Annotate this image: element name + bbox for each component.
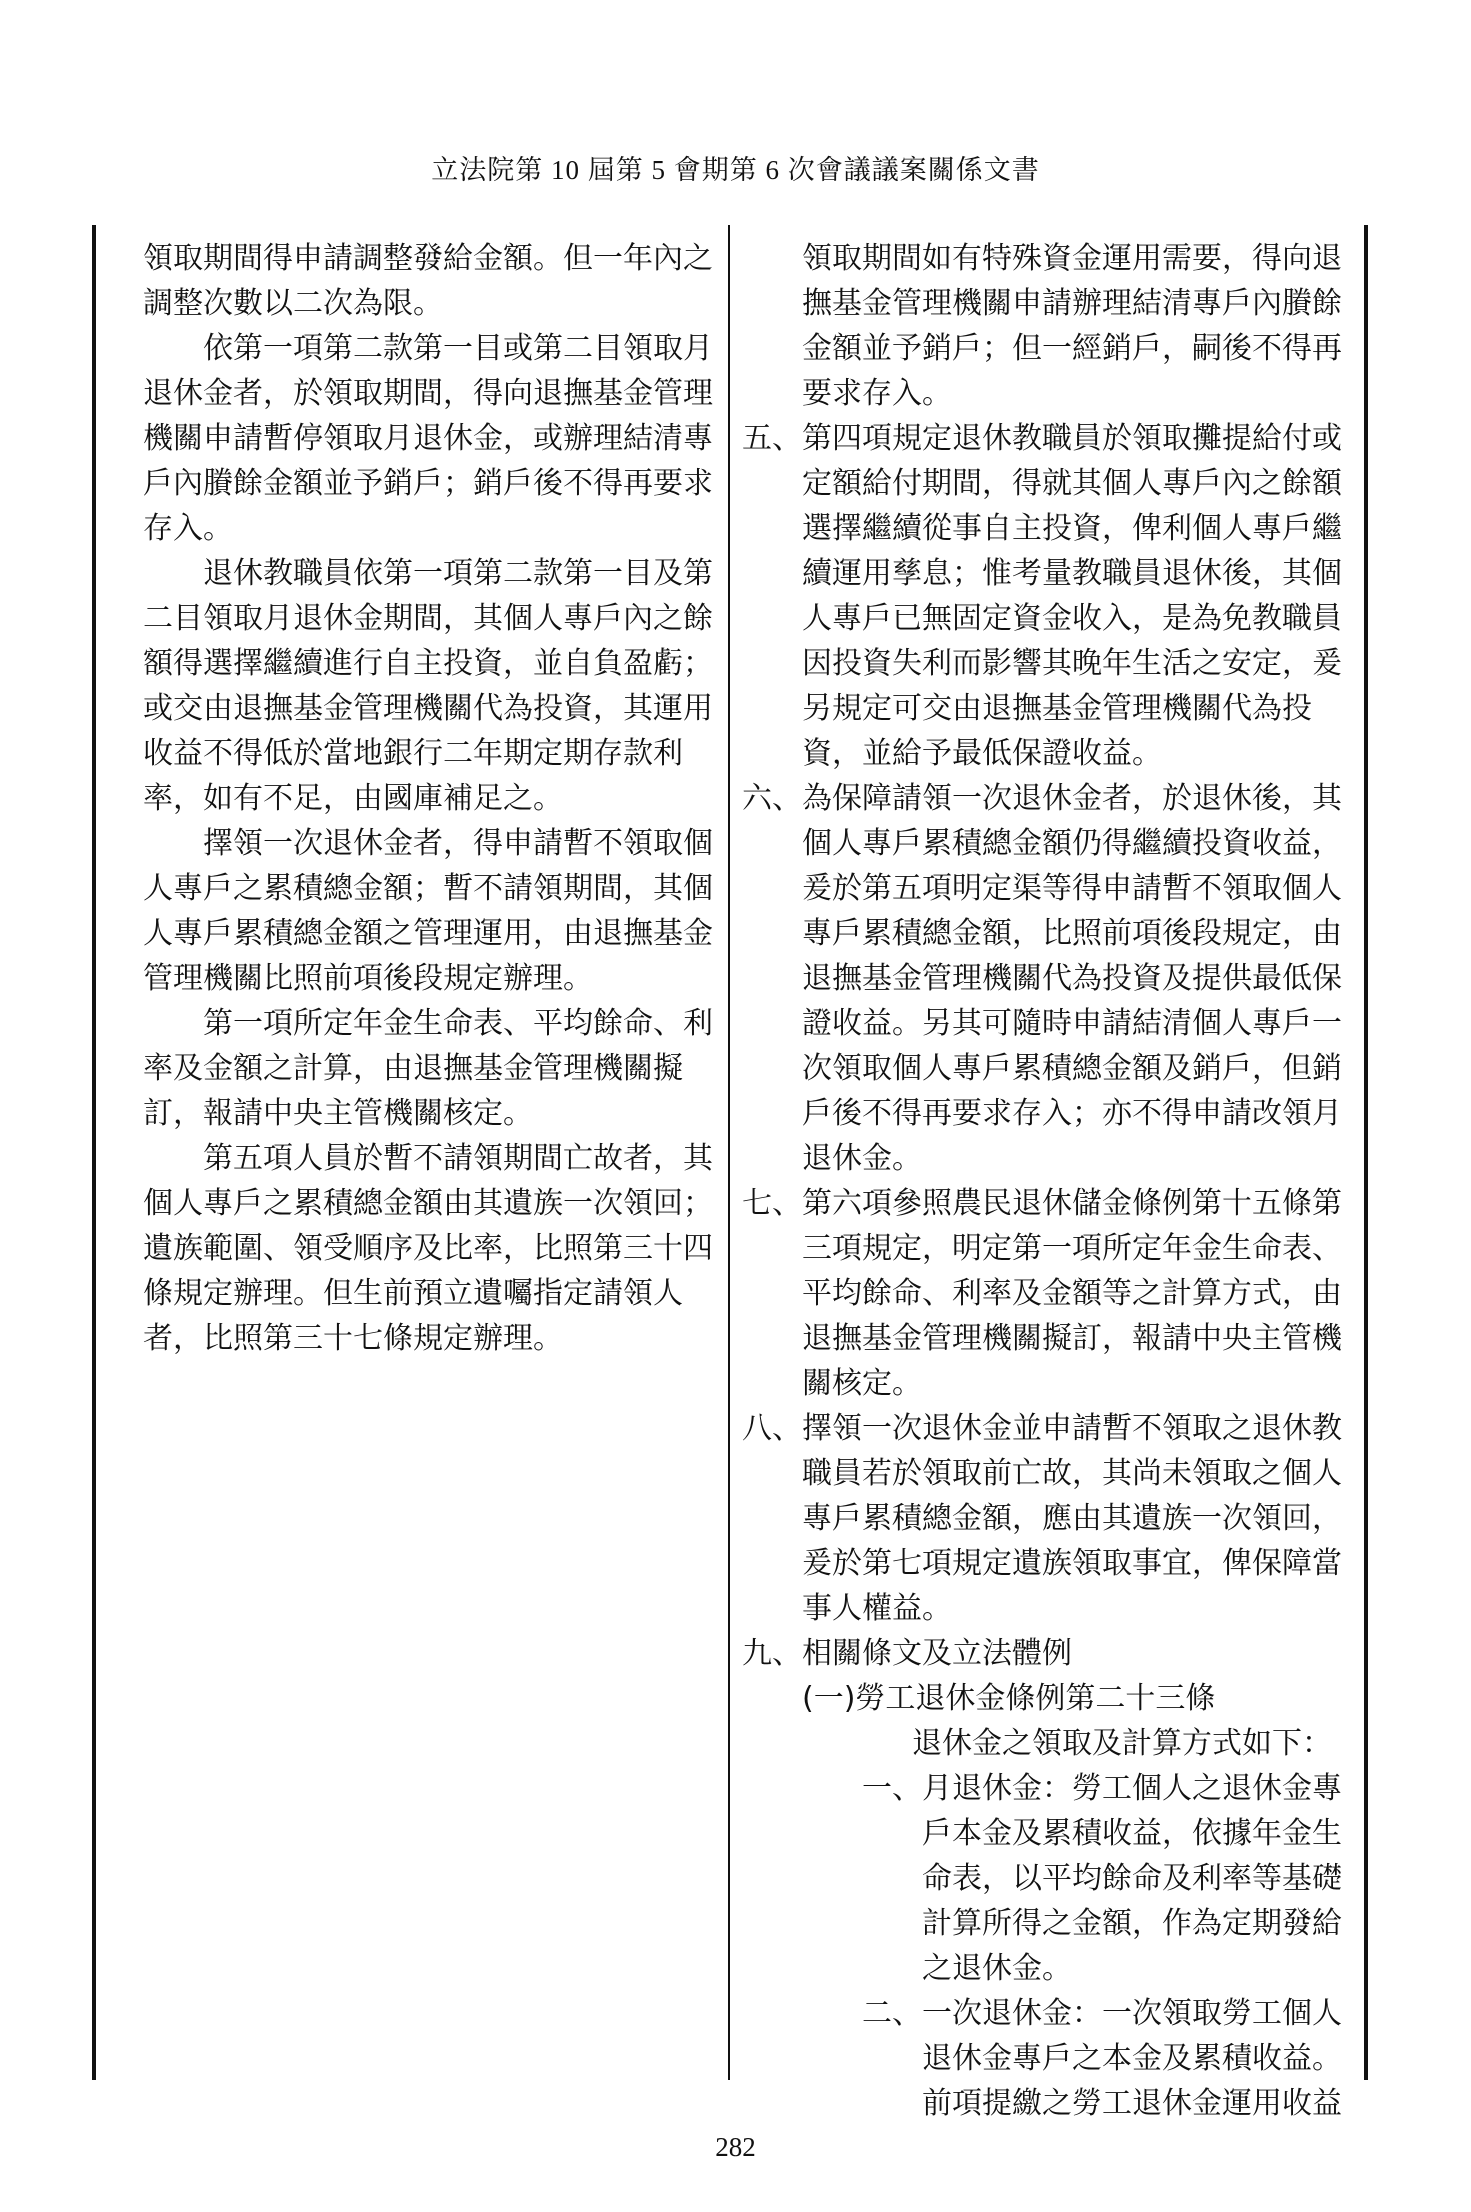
paragraph: 擇領一次退休金者，得申請暫不領取個人專戶之累積總金額；暫不請領期間，其個人專戶累積總金額之管理運用，由退撫基金管理機關比照前項後段規定辦理。 xyxy=(143,826,713,996)
column-divider xyxy=(728,225,730,2080)
sub-list-item xyxy=(742,1766,1354,1991)
tail-text: 前項提繳之勞工退休金運用收益 xyxy=(922,2086,1342,2121)
item-text: 第六項參照農民退休儲金條例第十五條第三項規定，明定第一項所定年金生命表、平均餘命、利率及金額等之計算方式，由退撫基金管理機關擬訂，報請中央主管機關核定。 xyxy=(802,1186,1342,1401)
continuation-text: 領取期間如有特殊資金運用需要，得向退撫基金管理機關申請辦理結清專戶內賸餘金額並予銷戶；但一經銷戶，嗣後不得再要求存入。 xyxy=(802,241,1342,411)
left-border-rule xyxy=(92,225,96,2080)
list-item xyxy=(742,416,1354,776)
paragraph: 第一項所定年金生命表、平均餘命、利率及金額之計算，由退撫基金管理機關擬訂，報請中央主管機關核定。 xyxy=(143,1006,713,1131)
item-number: 五、 xyxy=(742,421,802,456)
paragraph: 領取期間得申請調整發給金額。但一年內之調整次數以二次為限。 xyxy=(143,241,713,321)
left-column xyxy=(143,236,718,1361)
item-text: 為保障請領一次退休金者，於退休後，其個人專戶累積總金額仍得繼續投資收益，爰於第五項明定渠等得申請暫不領取個人專戶累積總金額，比照前項後段規定，由退撫基金管理機關代為投資及提供最低保證收益。另其可隨時申請結清個人專戶一次領取個人專戶累積總金額及銷戶，但銷戶後不得再要求存入；亦不得申請改領月退休金。 xyxy=(802,781,1342,1176)
sub-list-item xyxy=(742,1991,1354,2081)
sub-item-number: 二、 xyxy=(862,1996,922,2031)
right-border-rule xyxy=(1364,225,1368,2080)
page-number: 282 xyxy=(715,2132,756,2162)
paragraph: 退休教職員依第一項第二款第一目及第二目領取月退休金期間，其個人專戶內之餘額得選擇繼續進行自主投資，並自負盈虧；或交由退撫基金管理機關代為投資，其運用收益不得低於當地銀行二年期定期存款利率，如有不足，由國庫補足之。 xyxy=(143,556,713,816)
item-number: 六、 xyxy=(742,781,802,816)
sub-heading: (一)勞工退休金條例第二十三條 xyxy=(802,1681,1216,1716)
item-text: 相關條文及立法體例 xyxy=(802,1636,1072,1671)
sub-item-number: 一、 xyxy=(862,1771,922,1806)
sub-item-text: 月退休金：勞工個人之退休金專戶本金及累積收益，依據年金生命表，以平均餘命及利率等基礎計算所得之金額，作為定期發給之退休金。 xyxy=(922,1771,1342,1986)
paragraph: 第五項人員於暫不請領期間亡故者，其個人專戶之累積總金額由其遺族一次領回；遺族範圍、領受順序及比率，比照第三十四條規定辦理。但生前預立遺囑指定請領人者，比照第三十七條規定辦理。 xyxy=(143,1141,713,1356)
sub-item-text: 一次退休金：一次領取勞工個人退休金專戶之本金及累積收益。 xyxy=(922,1996,1342,2076)
item-text: 擇領一次退休金並申請暫不領取之退休教職員若於領取前亡故，其尚未領取之個人專戶累積總金額，應由其遺族一次領回，爰於第七項規定遺族領取事宜，俾保障當事人權益。 xyxy=(802,1411,1342,1626)
list-item xyxy=(742,1181,1354,1406)
item-number: 七、 xyxy=(742,1186,802,1221)
item-number: 八、 xyxy=(742,1411,802,1446)
sub-intro: 退休金之領取及計算方式如下： xyxy=(912,1726,1332,1761)
list-item xyxy=(742,1406,1354,1631)
page-header: 立法院第 10 屆第 5 會期第 6 次會議議案關係文書 xyxy=(431,155,1040,185)
item-number: 九、 xyxy=(742,1636,802,1671)
item-text: 第四項規定退休教職員於領取攤提給付或定額給付期間，得就其個人專戶內之餘額選擇繼續從事自主投資，俾利個人專戶繼續運用孳息；惟考量教職員退休後，其個人專戶已無固定資金收入，是為免教職員因投資失利而影響其晚年生活之安定，爰另規定可交由退撫基金管理機關代為投資，並給予最低保證收益。 xyxy=(802,421,1342,771)
list-item xyxy=(742,776,1354,1181)
list-item xyxy=(742,1631,1354,1676)
right-column xyxy=(742,236,1354,2126)
paragraph: 依第一項第二款第一目或第二目領取月退休金者，於領取期間，得向退撫基金管理機關申請暫停領取月退休金，或辦理結清專戶內賸餘金額並予銷戶；銷戶後不得再要求存入。 xyxy=(143,331,713,546)
